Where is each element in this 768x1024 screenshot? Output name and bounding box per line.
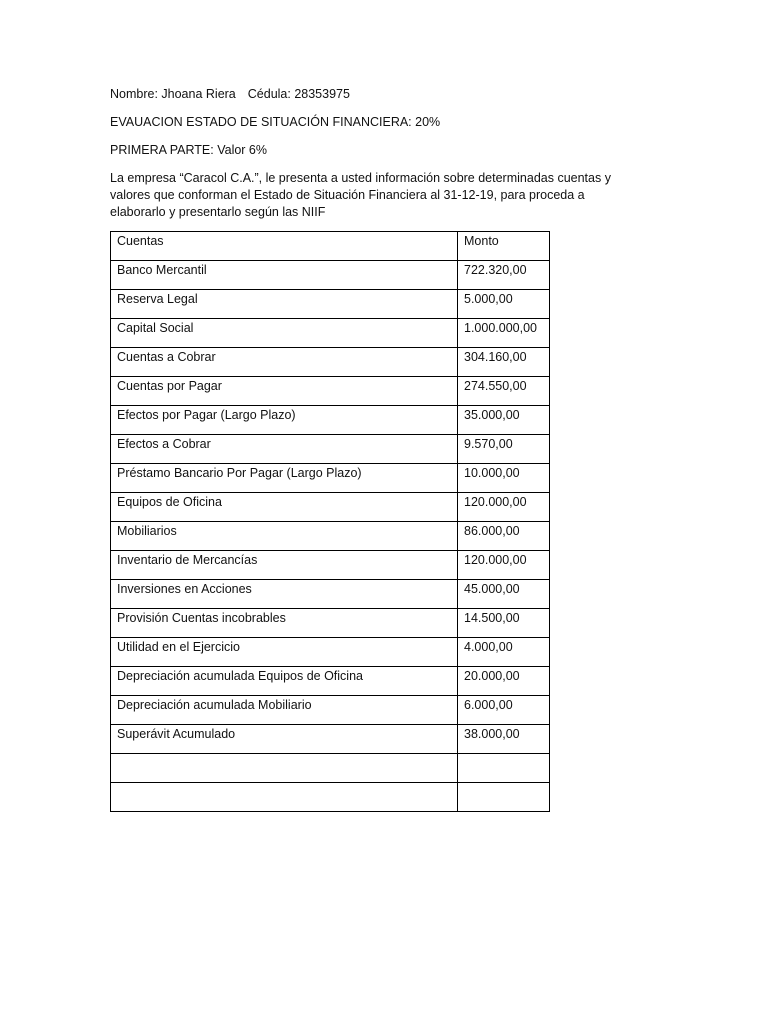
table-row (111, 290, 550, 319)
amount-cell: 5.000,00 (458, 290, 550, 319)
account-name-cell: Superávit Acumulado (111, 725, 458, 754)
table-row (111, 522, 550, 551)
account-name-cell: Cuentas por Pagar (111, 377, 458, 406)
amount-cell: 14.500,00 (458, 609, 550, 638)
table-row (111, 609, 550, 638)
accounts-table-body (111, 232, 550, 812)
account-name-cell: Efectos por Pagar (Largo Plazo) (111, 406, 458, 435)
table-header-row (111, 232, 550, 261)
table-row (111, 725, 550, 754)
account-name-cell: Utilidad en el Ejercicio (111, 638, 458, 667)
account-name-cell: Cuentas a Cobrar (111, 348, 458, 377)
amount-cell: 1.000.000,00 (458, 319, 550, 348)
account-name-cell: Efectos a Cobrar (111, 435, 458, 464)
student-name: Nombre: Jhoana Riera (110, 87, 236, 101)
amount-cell: 120.000,00 (458, 551, 550, 580)
header-monto: Monto (458, 232, 550, 261)
table-row (111, 551, 550, 580)
table-row (111, 464, 550, 493)
document-title: EVAUACION ESTADO DE SITUACIÓN FINANCIERA: 20% (110, 115, 441, 129)
intro-paragraph: La empresa “Caracol C.A.”, le presenta a usted información sobre determinadas cuentas y valores que conforman el Estado de Situación Financiera al 31-12-19, para proceda a elaborarlo y presentarlo según las NIIF (110, 171, 611, 219)
account-name-cell: Inventario de Mercancías (111, 551, 458, 580)
amount-cell: 45.000,00 (458, 580, 550, 609)
account-name-cell: Depreciación acumulada Equipos de Oficina (111, 667, 458, 696)
amount-cell: 722.320,00 (458, 261, 550, 290)
document-page (110, 86, 650, 234)
amount-cell: 4.000,00 (458, 638, 550, 667)
table-row (111, 493, 550, 522)
part-label: PRIMERA PARTE: Valor 6% (110, 143, 267, 157)
account-name-cell: Mobiliarios (111, 522, 458, 551)
account-name-cell (111, 754, 458, 783)
table-row (111, 696, 550, 725)
account-name-cell: Depreciación acumulada Mobiliario (111, 696, 458, 725)
accounts-table (110, 231, 550, 812)
account-name-cell: Equipos de Oficina (111, 493, 458, 522)
account-name-cell: Banco Mercantil (111, 261, 458, 290)
amount-cell: 20.000,00 (458, 667, 550, 696)
amount-cell: 38.000,00 (458, 725, 550, 754)
account-name-cell: Provisión Cuentas incobrables (111, 609, 458, 638)
student-id: Cédula: 28353975 (247, 87, 350, 101)
amount-cell (458, 754, 550, 783)
amount-cell: 120.000,00 (458, 493, 550, 522)
table-row (111, 319, 550, 348)
account-name-cell: Reserva Legal (111, 290, 458, 319)
table-row (111, 261, 550, 290)
amount-cell: 304.160,00 (458, 348, 550, 377)
table-row (111, 754, 550, 783)
amount-cell: 86.000,00 (458, 522, 550, 551)
table-row (111, 580, 550, 609)
account-name-cell: Préstamo Bancario Por Pagar (Largo Plazo) (111, 464, 458, 493)
amount-cell: 9.570,00 (458, 435, 550, 464)
table-row (111, 348, 550, 377)
table-row (111, 377, 550, 406)
amount-cell: 274.550,00 (458, 377, 550, 406)
account-name-cell (111, 783, 458, 812)
amount-cell: 10.000,00 (458, 464, 550, 493)
student-header (110, 86, 650, 102)
account-name-cell: Inversiones en Acciones (111, 580, 458, 609)
table-row (111, 435, 550, 464)
table-row (111, 406, 550, 435)
header-cuentas: Cuentas (111, 232, 458, 261)
amount-cell: 35.000,00 (458, 406, 550, 435)
table-row (111, 667, 550, 696)
amount-cell (458, 783, 550, 812)
amount-cell: 6.000,00 (458, 696, 550, 725)
table-row (111, 783, 550, 812)
account-name-cell: Capital Social (111, 319, 458, 348)
table-row (111, 638, 550, 667)
